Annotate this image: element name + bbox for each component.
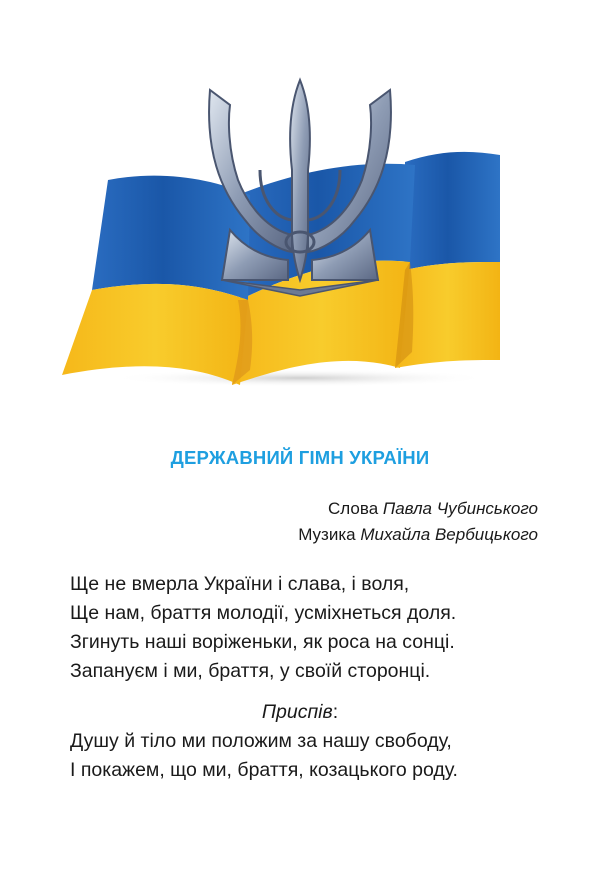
credits — [298, 496, 538, 548]
music-credit-prefix: Музика — [298, 525, 356, 544]
lyrics-credit — [298, 496, 538, 522]
refrain-label-text: Приспів — [261, 701, 333, 723]
verse-line: Згинуть наші воріженьки, як роса на сонці. — [70, 631, 455, 653]
refrain-label-suffix: : — [332, 701, 339, 723]
verse-line: Запануєм і ми, браття, у своїй сторонці. — [70, 660, 431, 682]
lyrics-author: Павла Чубинського — [382, 499, 538, 518]
lyrics-credit-prefix: Слова — [328, 499, 379, 518]
music-author: Михайла Вербицького — [360, 525, 538, 544]
verse-line: Ще не вмерла України і слава, і воля, — [70, 573, 410, 595]
music-credit — [298, 522, 538, 548]
refrain-line: Душу й тіло ми положим за нашу свободу, — [70, 730, 452, 752]
verse — [70, 570, 456, 686]
refrain-line: І покажем, що ми, браття, козацького роду. — [70, 759, 458, 781]
verse-line: Ще нам, браття молодії, усміхнеться доля. — [70, 602, 457, 624]
refrain-label — [0, 698, 600, 727]
flag-emblem — [0, 0, 600, 400]
flag-wave-left-yellow — [62, 284, 248, 385]
refrain — [70, 727, 458, 785]
page-title: ДЕРЖАВНИЙ ГІМН УКРАЇНИ — [170, 447, 430, 468]
flag-wave-right-blue — [405, 152, 500, 270]
flag-shadow — [110, 369, 490, 387]
trident-icon — [209, 80, 391, 296]
